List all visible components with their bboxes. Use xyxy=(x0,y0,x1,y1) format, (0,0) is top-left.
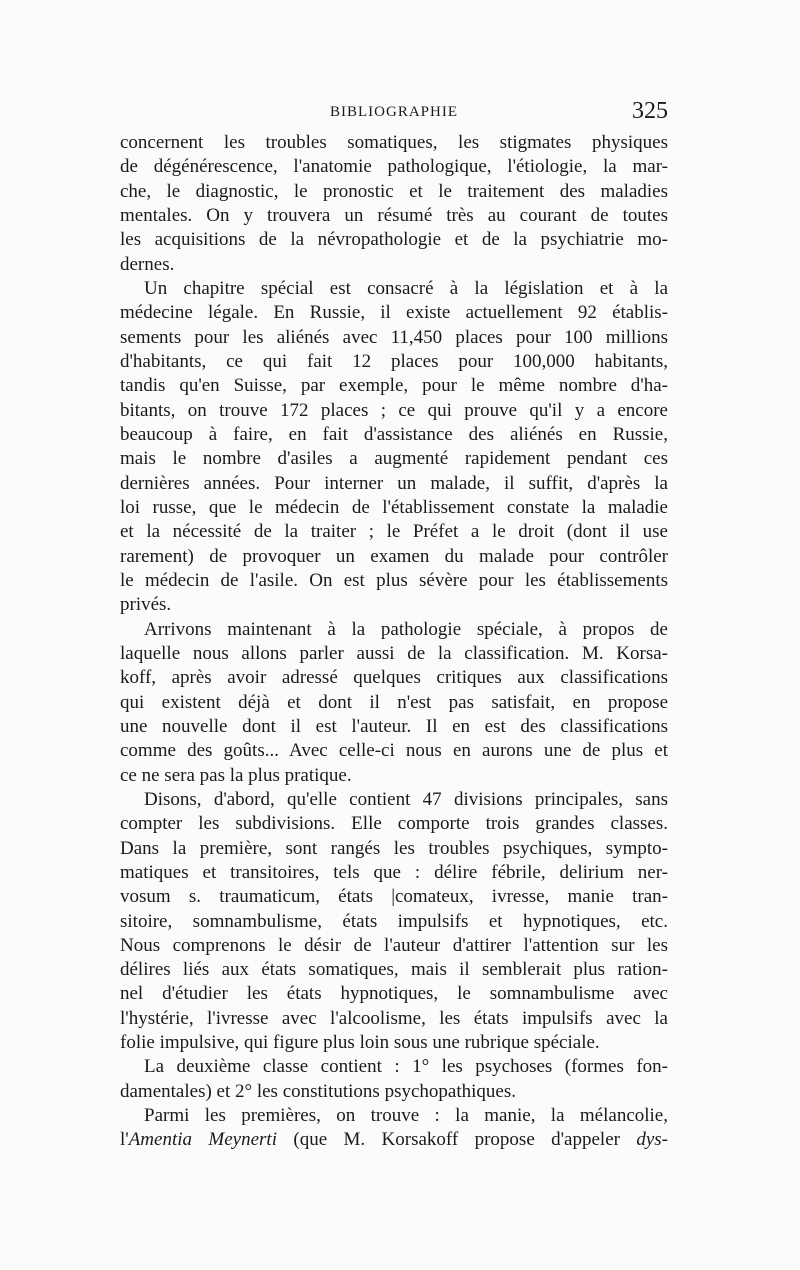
text-line: che, le diagnostic, le pronostic et le traitement des maladies xyxy=(120,180,668,202)
text-line: laquelle nous allons parler aussi de la classification. M. Korsa- xyxy=(120,642,668,664)
text-line: les acquisitions de la névropathologie et de la psychiatrie mo- xyxy=(120,229,668,251)
text-line: tandis qu'en Suisse, par exemple, pour le même nombre d'ha- xyxy=(120,375,668,397)
running-title: BIBLIOGRAPHIE xyxy=(330,104,458,120)
body-text xyxy=(120,131,668,1153)
final-line-prefix: l' xyxy=(120,1129,129,1151)
text-line: koff, après avoir adressé quelques critiques aux classifications xyxy=(120,667,668,689)
final-line-italic-title: Amentia Meynerti xyxy=(128,1129,277,1151)
text-line: beaucoup à faire, en fait d'assistance des aliénés en Russie, xyxy=(120,423,668,445)
text-line: une nouvelle dont il est l'auteur. Il en est des classifications xyxy=(120,715,668,737)
text-line: ce ne sera pas la plus pratique. xyxy=(120,764,352,786)
final-line-italic-tail: dys- xyxy=(636,1129,668,1151)
text-line: médecine légale. En Russie, il existe actuellement 92 établis- xyxy=(120,302,668,324)
text-line: et la nécessité de la traiter ; le Préfet a le droit (dont il use xyxy=(120,521,668,543)
text-line: compter les subdivisions. Elle comporte trois grandes classes. xyxy=(120,813,668,835)
text-line: dernes. xyxy=(120,253,175,275)
running-head xyxy=(120,98,668,128)
text-line: matiques et transitoires, tels que : délire fébrile, delirium ner- xyxy=(120,861,668,883)
text-line: l'hystérie, l'ivresse avec l'alcoolisme, les états impulsifs avec la xyxy=(120,1007,668,1029)
text-line: qui existent déjà et dont il n'est pas satisfait, en propose xyxy=(120,691,668,713)
text-line: mentales. On y trouvera un résumé très au courant de toutes xyxy=(120,204,668,226)
text-line: bitants, on trouve 172 places ; ce qui prouve qu'il y a encore xyxy=(120,399,668,421)
text-line: Arrivons maintenant à la pathologie spéciale, à propos de xyxy=(144,618,668,640)
text-line: Un chapitre spécial est consacré à la législation et à la xyxy=(144,277,668,299)
text-line-final xyxy=(120,1128,668,1152)
text-line: sements pour les aliénés avec 11,450 places pour 100 millions xyxy=(120,326,668,348)
text-line: d'habitants, ce qui fait 12 places pour 100,000 habitants, xyxy=(120,350,668,372)
text-line: de dégénérescence, l'anatomie pathologique, l'étiologie, la mar- xyxy=(120,156,668,178)
page-number: 325 xyxy=(632,98,668,124)
final-line-middle: (que M. Korsakoff propose d'appeler xyxy=(276,1129,637,1151)
text-line: sitoire, somnambulisme, états impulsifs et hypnotiques, etc. xyxy=(120,910,668,932)
text-line: loi russe, que le médecin de l'établissement constate la maladie xyxy=(120,496,668,518)
text-line: vosum s. traumaticum, états |comateux, ivresse, manie tran- xyxy=(120,886,668,908)
text-line: rarement) de provoquer un examen du malade pour contrôler xyxy=(120,545,668,567)
text-line: Disons, d'abord, qu'elle contient 47 divisions principales, sans xyxy=(144,788,668,810)
text-line: comme des goûts... Avec celle-ci nous en aurons une de plus et xyxy=(120,740,668,762)
text-line: mais le nombre d'asiles a augmenté rapidement pendant ces xyxy=(120,448,668,470)
text-line: Nous comprenons le désir de l'auteur d'attirer l'attention sur les xyxy=(120,934,668,956)
text-line: privés. xyxy=(120,594,172,616)
text-line: délires liés aux états somatiques, mais il semblerait plus ration- xyxy=(120,959,668,981)
text-line: folie impulsive, qui figure plus loin sous une rubrique spéciale. xyxy=(120,1032,600,1054)
text-line: dernières années. Pour interner un malade, il suffit, d'après la xyxy=(120,472,668,494)
text-line: damentales) et 2° les constitutions psychopathiques. xyxy=(120,1080,516,1102)
text-line: concernent les troubles somatiques, les stigmates physiques xyxy=(120,132,668,153)
text-line: nel d'étudier les états hypnotiques, le somnambulisme avec xyxy=(120,983,668,1005)
text-line: Parmi les premières, on trouve : la manie, la mélancolie, xyxy=(144,1105,668,1127)
text-line: Dans la première, sont rangés les troubles psychiques, sympto- xyxy=(120,837,668,859)
text-line: le médecin de l'asile. On est plus sévère pour les établissements xyxy=(120,569,668,591)
text-line: La deuxième classe contient : 1° les psychoses (formes fon- xyxy=(144,1056,668,1078)
